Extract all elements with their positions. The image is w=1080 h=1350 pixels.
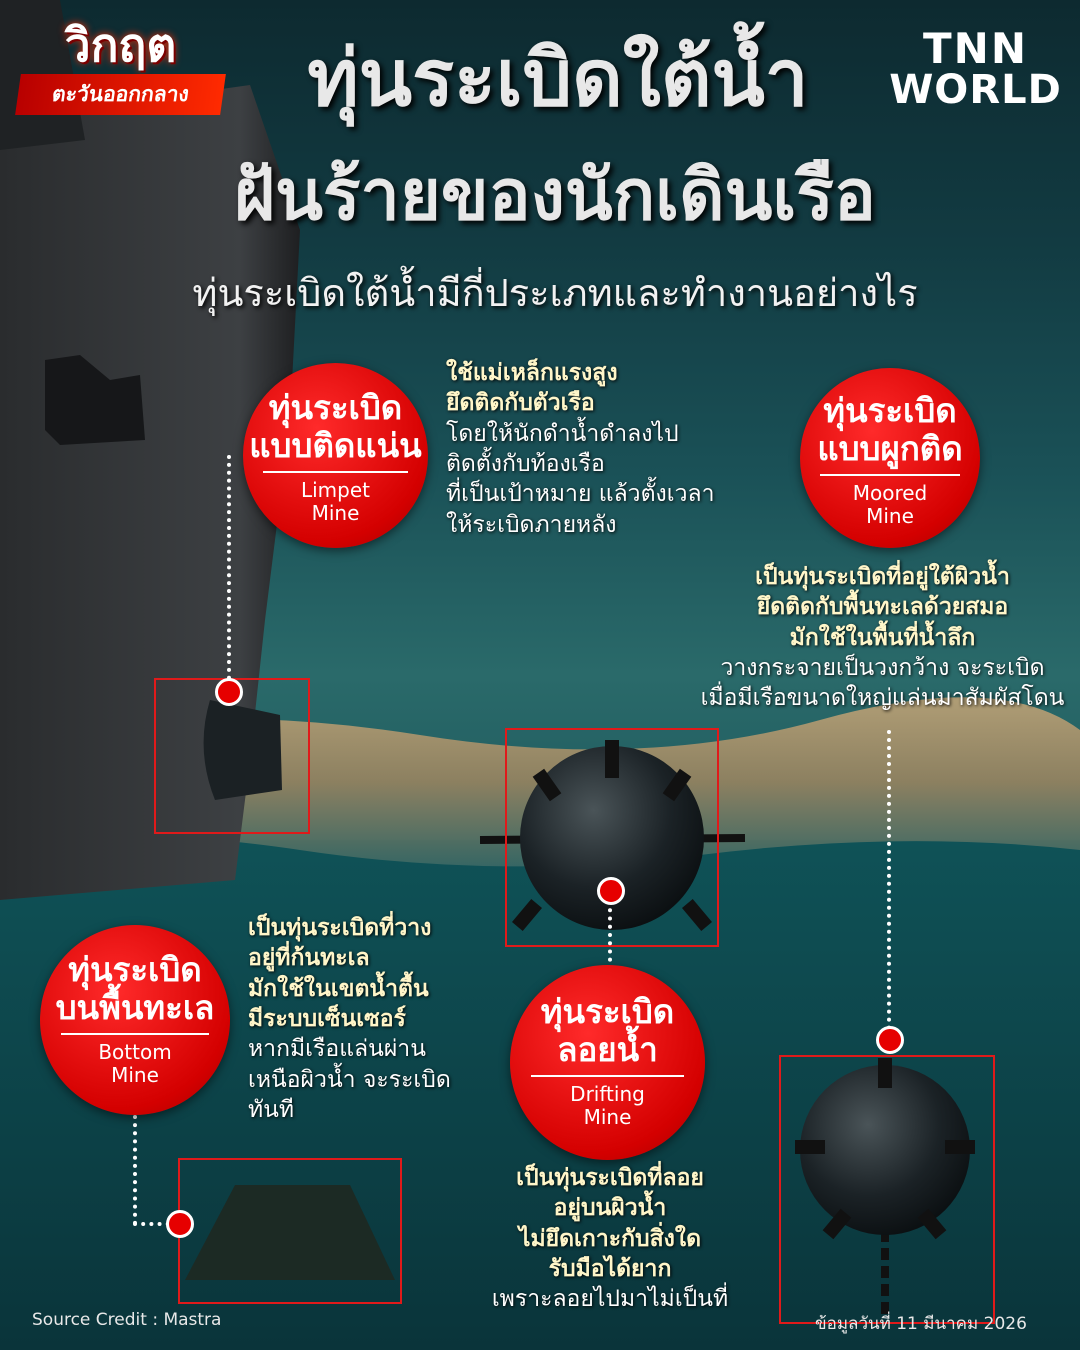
limpet-desc-3: โดยให้นักดำน้ำดำลงไป xyxy=(446,420,679,447)
drifting-mine-circle xyxy=(510,965,705,1160)
moored-mine-frame xyxy=(779,1055,995,1324)
bottom-marker-dot xyxy=(166,1210,194,1238)
source-credit: Source Credit : Mastra xyxy=(32,1310,222,1330)
moored-desc-1: เป็นทุ่นระเบิดที่อยู่ใต้ผิวน้ำ xyxy=(755,564,1010,590)
drifting-en-line1: Drifting xyxy=(570,1081,645,1106)
moored-marker-dot xyxy=(876,1026,904,1054)
badge-subtitle: ตะวันออกกลาง xyxy=(15,74,226,115)
bottom-desc-4: มีระบบเซ็นเซอร์ xyxy=(248,1006,406,1033)
bottom-title-line2: บนพื้นทะเล xyxy=(55,987,215,1027)
limpet-marker-dot xyxy=(215,678,243,706)
limpet-title-line1: ทุ่นระเบิด xyxy=(268,388,403,427)
logo-line1: TNN xyxy=(923,24,1028,73)
tnn-world-logo xyxy=(888,24,1063,113)
logo-line2: WORLD xyxy=(889,67,1062,113)
limpet-desc-6: ให้ระเบิดภายหลัง xyxy=(446,511,617,538)
moored-desc-5: เมื่อมีเรือขนาดใหญ่แล่นมาสัมผัสโดน xyxy=(700,685,1065,712)
drifting-mine-frame xyxy=(505,728,719,947)
moored-en-line2: Mine xyxy=(866,503,914,528)
moored-description xyxy=(690,562,1075,714)
drifting-desc-1: เป็นทุ่นระเบิดที่ลอย xyxy=(516,1165,704,1191)
moored-divider xyxy=(820,474,960,476)
limpet-connector xyxy=(227,455,231,680)
bottom-en-line2: Mine xyxy=(111,1062,159,1087)
drifting-connector xyxy=(608,900,612,970)
drifting-desc-3: ไม่ยึดเกาะกับสิ่งใด xyxy=(518,1225,702,1252)
moored-mine-circle xyxy=(800,368,980,548)
drifting-divider xyxy=(531,1075,683,1077)
moored-desc-3: มักใช้ในพื้นที่น้ำลึก xyxy=(789,624,976,651)
moored-connector xyxy=(887,730,891,1030)
limpet-desc-2: ยึดติดกับตัวเรือ xyxy=(446,390,595,417)
drifting-desc-2: อยู่บนผิวน้ำ xyxy=(553,1195,667,1222)
headline-line2: ฝันร้ายของนักเดินเรือ xyxy=(234,154,876,236)
bottom-mine-frame xyxy=(178,1158,402,1304)
limpet-mine-circle xyxy=(243,363,428,548)
moored-title-line2: แบบผูกติด xyxy=(817,428,963,468)
drifting-desc-4: รับมือได้ยาก xyxy=(548,1256,672,1283)
bottom-desc-2: อยู่ที่ก้นทะเล xyxy=(248,945,370,972)
data-date: ข้อมูลวันที่ 11 มีนาคม 2026 xyxy=(815,1314,1027,1334)
bottom-divider xyxy=(61,1033,209,1035)
moored-en-line1: Moored xyxy=(852,480,928,505)
drifting-marker-dot xyxy=(597,877,625,905)
crisis-badge xyxy=(18,18,223,132)
headline-line1: ทุ่นระเบิดใต้น้ำ xyxy=(307,34,809,124)
moored-desc-4: วางกระจายเป็นวงกว้าง จะระเบิด xyxy=(720,655,1045,682)
bottom-mine-circle xyxy=(40,925,230,1115)
bottom-connector-vertical xyxy=(133,1115,137,1225)
limpet-desc-1: ใช้แม่เหล็กแรงสูง xyxy=(446,360,618,386)
limpet-title-line2: แบบติดแน่น xyxy=(249,425,422,465)
bottom-description xyxy=(248,913,493,1126)
bottom-desc-6: เหนือผิวน้ำ จะระเบิด xyxy=(248,1066,451,1093)
limpet-description xyxy=(446,358,736,540)
bottom-en-line1: Bottom xyxy=(98,1039,172,1064)
bottom-desc-7: ทันที xyxy=(248,1097,295,1124)
drifting-description xyxy=(470,1163,750,1315)
limpet-desc-4: ติดตั้งกับท้องเรือ xyxy=(446,451,605,478)
bottom-desc-1: เป็นทุ่นระเบิดที่วาง xyxy=(248,915,432,941)
drifting-desc-5: เพราะลอยไปมาไม่เป็นที่ xyxy=(491,1286,729,1313)
headline-subtitle: ทุ่นระเบิดใต้น้ำมีกี่ประเภทและทำงานอย่างไร xyxy=(192,271,918,315)
drifting-title-line1: ทุ่นระเบิด xyxy=(540,992,675,1031)
bottom-desc-5: หากมีเรือแล่นผ่าน xyxy=(248,1036,426,1063)
drifting-title-line2: ลอยน้ำ xyxy=(557,1029,658,1069)
limpet-divider xyxy=(263,471,407,473)
bottom-title-line1: ทุ่นระเบิด xyxy=(68,950,202,989)
moored-desc-2: ยึดติดกับพื้นทะเลด้วยสมอ xyxy=(756,594,1009,621)
moored-title-line1: ทุ่นระเบิด xyxy=(823,391,957,430)
limpet-desc-5: ที่เป็นเป้าหมาย แล้วตั้งเวลา xyxy=(446,481,715,508)
limpet-en-line1: Limpet xyxy=(300,477,371,502)
badge-title: วิกฤต xyxy=(64,18,177,72)
bottom-desc-3: มักใช้ในเขตน้ำตื้น xyxy=(248,975,429,1002)
limpet-en-line2: Mine xyxy=(311,500,360,525)
drifting-en-line2: Mine xyxy=(583,1104,632,1129)
